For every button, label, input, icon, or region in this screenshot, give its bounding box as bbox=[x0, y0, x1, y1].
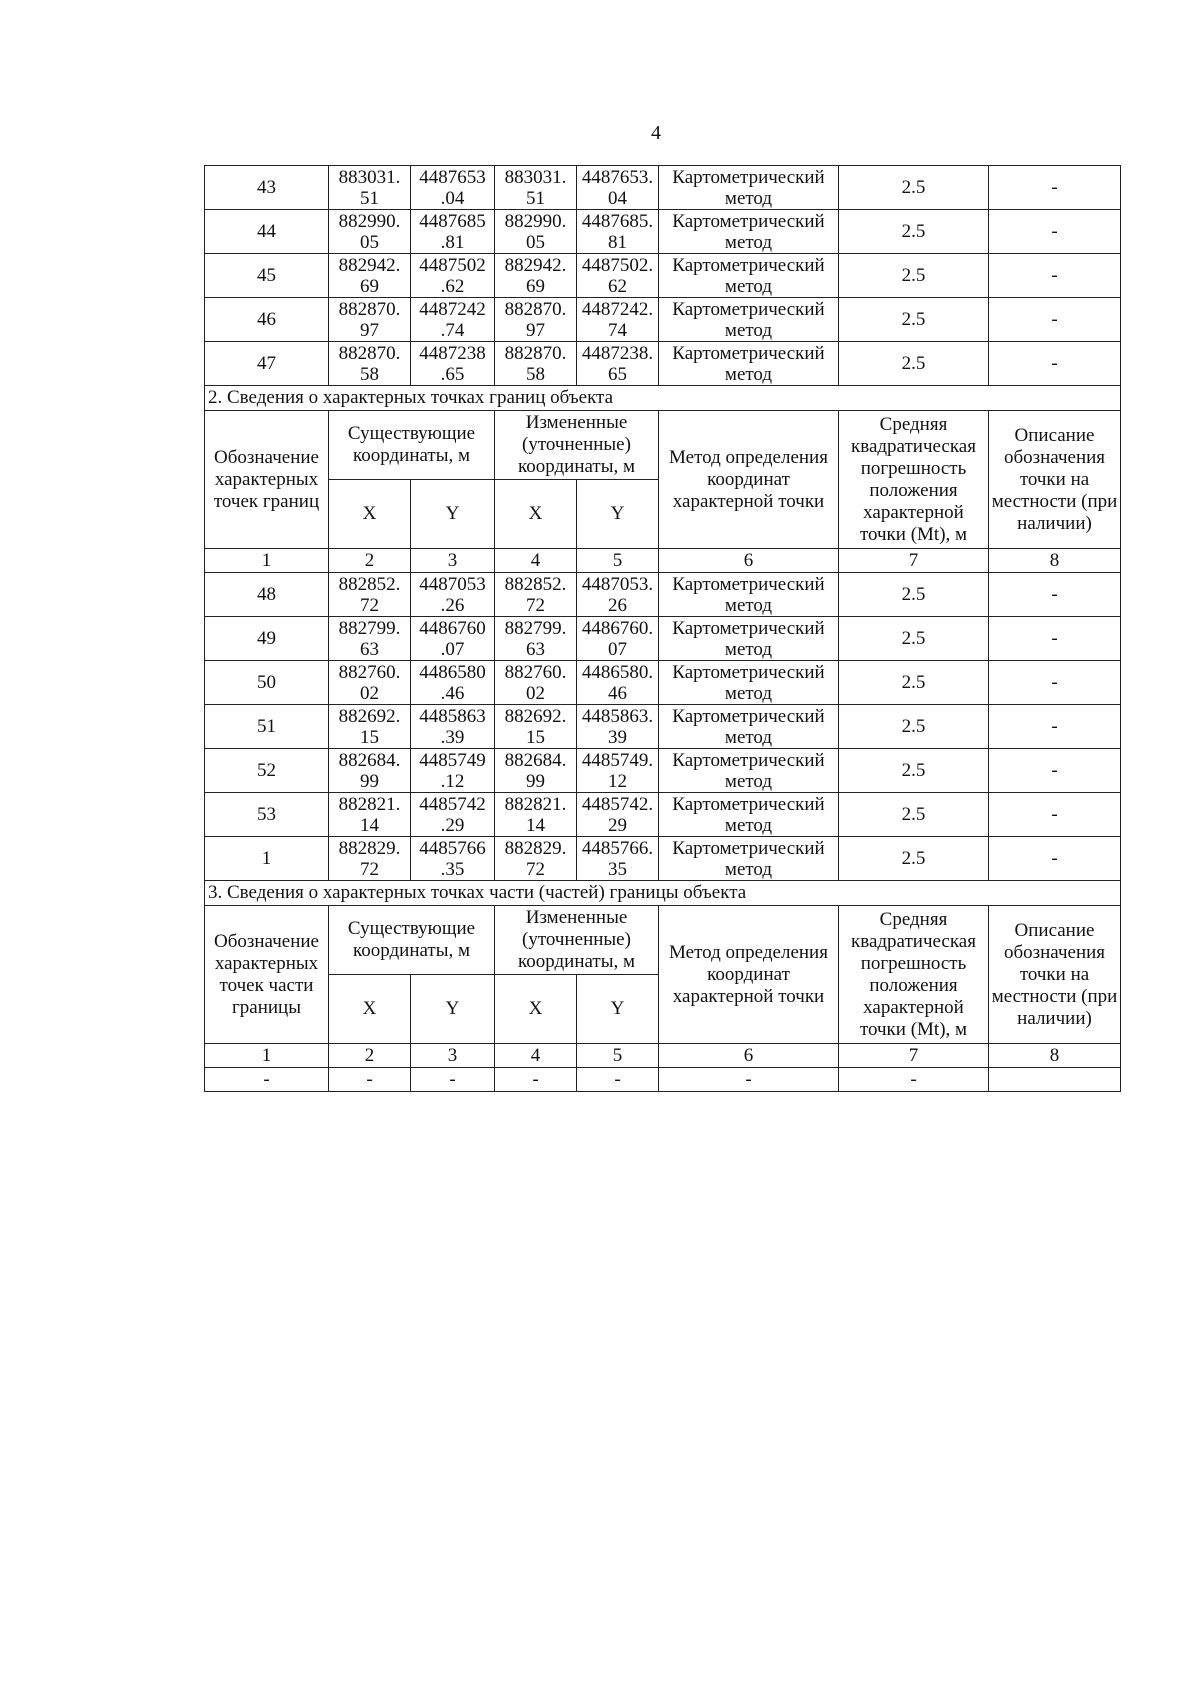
method-part: Картометрический bbox=[672, 342, 825, 364]
y-existing-part: 4487653 bbox=[419, 166, 486, 188]
x-existing-cell bbox=[329, 837, 411, 881]
point-id-cell: 51 bbox=[205, 705, 329, 749]
column-number: 1 bbox=[205, 549, 329, 573]
y-changed-part: 62 bbox=[608, 275, 627, 297]
x-changed-part: 69 bbox=[526, 275, 545, 297]
description-cell: - bbox=[989, 254, 1121, 298]
section3 bbox=[205, 881, 1121, 1092]
header-description: Описание обозначения точки на местности (при наличии) bbox=[989, 906, 1121, 1044]
method-part: Картометрический bbox=[672, 749, 825, 771]
method-part: Картометрический bbox=[672, 661, 825, 683]
method-part: метод bbox=[724, 770, 773, 792]
mt-value-cell: 2.5 bbox=[839, 210, 989, 254]
y-existing-part: 4487053 bbox=[419, 573, 486, 595]
x-existing-cell bbox=[329, 573, 411, 617]
method-part: метод bbox=[724, 726, 773, 748]
y-changed-part: 46 bbox=[608, 682, 627, 704]
y-changed-part: 39 bbox=[608, 726, 627, 748]
x-existing-cell bbox=[329, 254, 411, 298]
x-changed-part: 882990. bbox=[504, 210, 567, 232]
x-changed-part: 97 bbox=[526, 319, 545, 341]
x-changed-part: 882852. bbox=[504, 573, 567, 595]
method-part: Картометрический bbox=[672, 837, 825, 859]
x-existing-cell bbox=[329, 749, 411, 793]
description-cell: - bbox=[989, 166, 1121, 210]
x-existing-cell bbox=[329, 617, 411, 661]
mt-value-cell: 2.5 bbox=[839, 298, 989, 342]
empty-cell: - bbox=[411, 1068, 495, 1092]
column-number: 7 bbox=[839, 549, 989, 573]
method-part: метод bbox=[724, 814, 773, 836]
method-part: Картометрический bbox=[672, 617, 825, 639]
table-row bbox=[205, 749, 1121, 793]
table-row bbox=[205, 573, 1121, 617]
point-id-cell: 43 bbox=[205, 166, 329, 210]
y-changed-cell bbox=[577, 617, 659, 661]
description-cell: - bbox=[989, 705, 1121, 749]
method-cell bbox=[659, 793, 839, 837]
x-changed-cell bbox=[495, 837, 577, 881]
x-existing-part: 882692. bbox=[338, 705, 401, 727]
column-number: 4 bbox=[495, 549, 577, 573]
y-changed-cell bbox=[577, 298, 659, 342]
x-existing-part: 882829. bbox=[338, 837, 401, 859]
method-cell bbox=[659, 298, 839, 342]
y-changed-part: 35 bbox=[608, 858, 627, 880]
section2-rows bbox=[205, 573, 1121, 881]
x-changed-part: 14 bbox=[526, 814, 545, 836]
description-cell: - bbox=[989, 617, 1121, 661]
x-existing-part: 882852. bbox=[338, 573, 401, 595]
column-number: 3 bbox=[411, 1044, 495, 1068]
point-id-cell: 46 bbox=[205, 298, 329, 342]
method-part: метод bbox=[724, 231, 773, 253]
method-part: Картометрический bbox=[672, 705, 825, 727]
mt-value-cell: 2.5 bbox=[839, 342, 989, 386]
y-existing-part: 4485742 bbox=[419, 793, 486, 815]
section3-title: 3. Сведения о характерных точках части (частей) границы объекта bbox=[205, 881, 1121, 906]
x-existing-part: 51 bbox=[360, 187, 379, 209]
x-existing-part: 02 bbox=[360, 682, 379, 704]
method-part: Картометрический bbox=[672, 573, 825, 595]
empty-cell: - bbox=[577, 1068, 659, 1092]
header-x-existing: X bbox=[329, 480, 411, 549]
x-existing-part: 882870. bbox=[338, 342, 401, 364]
x-changed-part: 882870. bbox=[504, 342, 567, 364]
method-part: Картометрический bbox=[672, 298, 825, 320]
column-number: 7 bbox=[839, 1044, 989, 1068]
description-cell: - bbox=[989, 793, 1121, 837]
y-changed-part: 29 bbox=[608, 814, 627, 836]
y-changed-cell bbox=[577, 210, 659, 254]
empty-cell: - bbox=[205, 1068, 329, 1092]
y-existing-cell bbox=[411, 254, 495, 298]
y-existing-part: 4487502 bbox=[419, 254, 486, 276]
section1-rows bbox=[205, 166, 1121, 386]
y-existing-cell bbox=[411, 342, 495, 386]
method-cell bbox=[659, 573, 839, 617]
x-existing-part: 58 bbox=[360, 363, 379, 385]
method-cell bbox=[659, 210, 839, 254]
table-row bbox=[205, 342, 1121, 386]
point-id-cell: 44 bbox=[205, 210, 329, 254]
x-changed-part: 882799. bbox=[504, 617, 567, 639]
header-mt: Средняя квадратическая погрешность положения характерной точки (Mt), м bbox=[839, 906, 989, 1044]
x-changed-part: 72 bbox=[526, 594, 545, 616]
description-cell: - bbox=[989, 298, 1121, 342]
y-changed-part: 12 bbox=[608, 770, 627, 792]
header-y-changed: Y bbox=[577, 480, 659, 549]
x-changed-part: 882942. bbox=[504, 254, 567, 276]
x-changed-part: 72 bbox=[526, 858, 545, 880]
section2 bbox=[205, 386, 1121, 573]
point-id-cell: 47 bbox=[205, 342, 329, 386]
y-existing-part: 4487242 bbox=[419, 298, 486, 320]
y-existing-part: 4485749 bbox=[419, 749, 486, 771]
method-cell bbox=[659, 166, 839, 210]
header-y-existing: Y bbox=[411, 480, 495, 549]
x-changed-cell bbox=[495, 617, 577, 661]
empty-cell: - bbox=[329, 1068, 411, 1092]
x-existing-part: 883031. bbox=[338, 166, 401, 188]
x-changed-part: 882829. bbox=[504, 837, 567, 859]
x-changed-part: 882692. bbox=[504, 705, 567, 727]
mt-value-cell: 2.5 bbox=[839, 166, 989, 210]
mt-value-cell: 2.5 bbox=[839, 793, 989, 837]
header-x-changed: X bbox=[495, 975, 577, 1044]
x-existing-cell bbox=[329, 210, 411, 254]
y-existing-part: 4487238 bbox=[419, 342, 486, 364]
x-existing-part: 882990. bbox=[338, 210, 401, 232]
x-existing-part: 882760. bbox=[338, 661, 401, 683]
header-designation: Обозначение характерных точек границ bbox=[205, 411, 329, 549]
x-existing-part: 14 bbox=[360, 814, 379, 836]
point-id-cell: 52 bbox=[205, 749, 329, 793]
mt-value-cell: 2.5 bbox=[839, 573, 989, 617]
mt-value-cell: 2.5 bbox=[839, 661, 989, 705]
table-row bbox=[205, 793, 1121, 837]
header-description: Описание обозначения точки на местности (при наличии) bbox=[989, 411, 1121, 549]
header-designation: Обозначение характерных точек части границы bbox=[205, 906, 329, 1044]
y-existing-cell bbox=[411, 837, 495, 881]
column-number: 5 bbox=[577, 549, 659, 573]
method-part: Картометрический bbox=[672, 254, 825, 276]
column-number: 5 bbox=[577, 1044, 659, 1068]
mt-value-cell: 2.5 bbox=[839, 705, 989, 749]
table-row bbox=[205, 210, 1121, 254]
page-number: 4 bbox=[651, 122, 661, 144]
method-part: метод bbox=[724, 319, 773, 341]
column-number: 8 bbox=[989, 549, 1121, 573]
y-changed-part: 4485749. bbox=[581, 749, 654, 771]
description-cell: - bbox=[989, 837, 1121, 881]
header-y-changed: Y bbox=[577, 975, 659, 1044]
empty-cell bbox=[989, 1068, 1121, 1092]
column-number: 6 bbox=[659, 1044, 839, 1068]
column-number: 4 bbox=[495, 1044, 577, 1068]
y-existing-part: 4486760 bbox=[419, 617, 486, 639]
y-existing-part: .26 bbox=[440, 594, 465, 616]
section2-title: 2. Сведения о характерных точках границ объекта bbox=[205, 386, 1121, 411]
x-changed-part: 882821. bbox=[504, 793, 567, 815]
y-existing-part: .74 bbox=[440, 319, 465, 341]
header-changed-coords: Измененные (уточненные) координаты, м bbox=[495, 906, 659, 975]
y-existing-cell bbox=[411, 573, 495, 617]
table-row bbox=[205, 837, 1121, 881]
table-row bbox=[205, 298, 1121, 342]
y-existing-cell bbox=[411, 705, 495, 749]
y-existing-cell bbox=[411, 661, 495, 705]
x-existing-cell bbox=[329, 298, 411, 342]
x-existing-cell bbox=[329, 166, 411, 210]
column-number: 2 bbox=[329, 549, 411, 573]
y-existing-part: .29 bbox=[440, 814, 465, 836]
y-changed-part: 74 bbox=[608, 319, 627, 341]
method-part: метод bbox=[724, 682, 773, 704]
table-row bbox=[205, 705, 1121, 749]
x-existing-part: 882799. bbox=[338, 617, 401, 639]
method-part: метод bbox=[724, 187, 773, 209]
x-changed-cell bbox=[495, 166, 577, 210]
point-id-cell: 45 bbox=[205, 254, 329, 298]
method-cell bbox=[659, 837, 839, 881]
method-cell bbox=[659, 254, 839, 298]
y-changed-cell bbox=[577, 837, 659, 881]
x-changed-part: 58 bbox=[526, 363, 545, 385]
y-changed-cell bbox=[577, 573, 659, 617]
x-changed-cell bbox=[495, 793, 577, 837]
method-cell bbox=[659, 705, 839, 749]
y-existing-cell bbox=[411, 210, 495, 254]
y-existing-part: 4485766 bbox=[419, 837, 486, 859]
column-numbers-row bbox=[205, 549, 1121, 573]
x-changed-cell bbox=[495, 705, 577, 749]
y-changed-cell bbox=[577, 166, 659, 210]
y-existing-cell bbox=[411, 166, 495, 210]
x-changed-part: 882684. bbox=[504, 749, 567, 771]
header-changed-coords: Измененные (уточненные) координаты, м bbox=[495, 411, 659, 480]
method-part: метод bbox=[724, 594, 773, 616]
x-changed-cell bbox=[495, 298, 577, 342]
header-y-existing: Y bbox=[411, 975, 495, 1044]
method-part: метод bbox=[724, 858, 773, 880]
column-number: 1 bbox=[205, 1044, 329, 1068]
y-existing-part: .39 bbox=[440, 726, 465, 748]
description-cell: - bbox=[989, 749, 1121, 793]
empty-row bbox=[205, 1068, 1121, 1092]
header-method: Метод определения координат характерной точки bbox=[659, 411, 839, 549]
x-changed-part: 882870. bbox=[504, 298, 567, 320]
point-id-cell: 48 bbox=[205, 573, 329, 617]
y-changed-part: 65 bbox=[608, 363, 627, 385]
y-changed-part: 4487685. bbox=[581, 210, 654, 232]
x-existing-part: 882942. bbox=[338, 254, 401, 276]
header-x-changed: X bbox=[495, 480, 577, 549]
y-existing-part: .46 bbox=[440, 682, 465, 704]
y-changed-part: 4487053. bbox=[581, 573, 654, 595]
x-existing-part: 15 bbox=[360, 726, 379, 748]
x-changed-part: 02 bbox=[526, 682, 545, 704]
y-changed-cell bbox=[577, 254, 659, 298]
x-existing-part: 99 bbox=[360, 770, 379, 792]
point-id-cell: 1 bbox=[205, 837, 329, 881]
x-changed-cell bbox=[495, 749, 577, 793]
y-existing-part: 4487685 bbox=[419, 210, 486, 232]
x-changed-part: 63 bbox=[526, 638, 545, 660]
method-part: Картометрический bbox=[672, 210, 825, 232]
x-changed-cell bbox=[495, 342, 577, 386]
y-changed-part: 07 bbox=[608, 638, 627, 660]
column-number: 6 bbox=[659, 549, 839, 573]
x-existing-cell bbox=[329, 342, 411, 386]
x-changed-cell bbox=[495, 210, 577, 254]
point-id-cell: 49 bbox=[205, 617, 329, 661]
header-existing-coords: Существующие координаты, м bbox=[329, 906, 495, 975]
method-part: метод bbox=[724, 275, 773, 297]
header-x-existing: X bbox=[329, 975, 411, 1044]
y-existing-part: .35 bbox=[440, 858, 465, 880]
boundary-points-table bbox=[204, 165, 1121, 1092]
x-changed-part: 05 bbox=[526, 231, 545, 253]
x-existing-part: 72 bbox=[360, 594, 379, 616]
y-changed-cell bbox=[577, 749, 659, 793]
y-changed-part: 4486760. bbox=[581, 617, 654, 639]
method-part: Картометрический bbox=[672, 166, 825, 188]
y-changed-cell bbox=[577, 661, 659, 705]
column-numbers-row bbox=[205, 1044, 1121, 1068]
x-changed-part: 882760. bbox=[504, 661, 567, 683]
x-existing-part: 63 bbox=[360, 638, 379, 660]
description-cell: - bbox=[989, 210, 1121, 254]
y-existing-part: .12 bbox=[440, 770, 465, 792]
x-changed-cell bbox=[495, 661, 577, 705]
x-existing-part: 69 bbox=[360, 275, 379, 297]
x-existing-cell bbox=[329, 705, 411, 749]
mt-value-cell: 2.5 bbox=[839, 749, 989, 793]
y-existing-part: .62 bbox=[440, 275, 465, 297]
y-changed-part: 04 bbox=[608, 187, 627, 209]
mt-value-cell: 2.5 bbox=[839, 617, 989, 661]
point-id-cell: 53 bbox=[205, 793, 329, 837]
x-changed-part: 51 bbox=[526, 187, 545, 209]
header-method: Метод определения координат характерной точки bbox=[659, 906, 839, 1044]
description-cell: - bbox=[989, 573, 1121, 617]
method-part: Картометрический bbox=[672, 793, 825, 815]
point-id-cell: 50 bbox=[205, 661, 329, 705]
y-existing-cell bbox=[411, 793, 495, 837]
y-existing-cell bbox=[411, 298, 495, 342]
y-changed-part: 4487653. bbox=[581, 166, 654, 188]
mt-value-cell: 2.5 bbox=[839, 254, 989, 298]
header-mt: Средняя квадратическая погрешность положения характерной точки (Mt), м bbox=[839, 411, 989, 549]
x-existing-part: 882821. bbox=[338, 793, 401, 815]
method-cell bbox=[659, 749, 839, 793]
x-changed-part: 99 bbox=[526, 770, 545, 792]
x-existing-cell bbox=[329, 661, 411, 705]
y-changed-cell bbox=[577, 342, 659, 386]
method-cell bbox=[659, 342, 839, 386]
x-existing-cell bbox=[329, 793, 411, 837]
mt-value-cell: 2.5 bbox=[839, 837, 989, 881]
column-number: 3 bbox=[411, 549, 495, 573]
method-part: метод bbox=[724, 638, 773, 660]
header-existing-coords: Существующие координаты, м bbox=[329, 411, 495, 480]
y-existing-cell bbox=[411, 617, 495, 661]
table-row bbox=[205, 661, 1121, 705]
method-cell bbox=[659, 617, 839, 661]
x-existing-part: 97 bbox=[360, 319, 379, 341]
table-row bbox=[205, 254, 1121, 298]
y-existing-cell bbox=[411, 749, 495, 793]
description-cell: - bbox=[989, 342, 1121, 386]
table-row bbox=[205, 166, 1121, 210]
y-changed-part: 81 bbox=[608, 231, 627, 253]
column-number: 2 bbox=[329, 1044, 411, 1068]
y-changed-part: 4487502. bbox=[581, 254, 654, 276]
y-changed-part: 4485766. bbox=[581, 837, 654, 859]
table-row bbox=[205, 617, 1121, 661]
x-changed-part: 883031. bbox=[504, 166, 567, 188]
x-existing-part: 882684. bbox=[338, 749, 401, 771]
y-changed-part: 26 bbox=[608, 594, 627, 616]
y-changed-cell bbox=[577, 705, 659, 749]
y-changed-part: 4485742. bbox=[581, 793, 654, 815]
description-cell: - bbox=[989, 661, 1121, 705]
y-existing-part: 4486580 bbox=[419, 661, 486, 683]
y-existing-part: .81 bbox=[440, 231, 465, 253]
y-changed-part: 4487242. bbox=[581, 298, 654, 320]
y-existing-part: .04 bbox=[440, 187, 465, 209]
x-changed-cell bbox=[495, 573, 577, 617]
y-changed-part: 4485863. bbox=[581, 705, 654, 727]
y-changed-cell bbox=[577, 793, 659, 837]
y-changed-part: 4486580. bbox=[581, 661, 654, 683]
y-changed-part: 4487238. bbox=[581, 342, 654, 364]
empty-cell: - bbox=[495, 1068, 577, 1092]
y-existing-part: .07 bbox=[440, 638, 465, 660]
x-changed-part: 15 bbox=[526, 726, 545, 748]
x-existing-part: 882870. bbox=[338, 298, 401, 320]
x-existing-part: 72 bbox=[360, 858, 379, 880]
method-cell bbox=[659, 661, 839, 705]
empty-cell: - bbox=[839, 1068, 989, 1092]
column-number: 8 bbox=[989, 1044, 1121, 1068]
x-existing-part: 05 bbox=[360, 231, 379, 253]
y-existing-part: 4485863 bbox=[419, 705, 486, 727]
x-changed-cell bbox=[495, 254, 577, 298]
method-part: метод bbox=[724, 363, 773, 385]
y-existing-part: .65 bbox=[440, 363, 465, 385]
empty-cell: - bbox=[659, 1068, 839, 1092]
